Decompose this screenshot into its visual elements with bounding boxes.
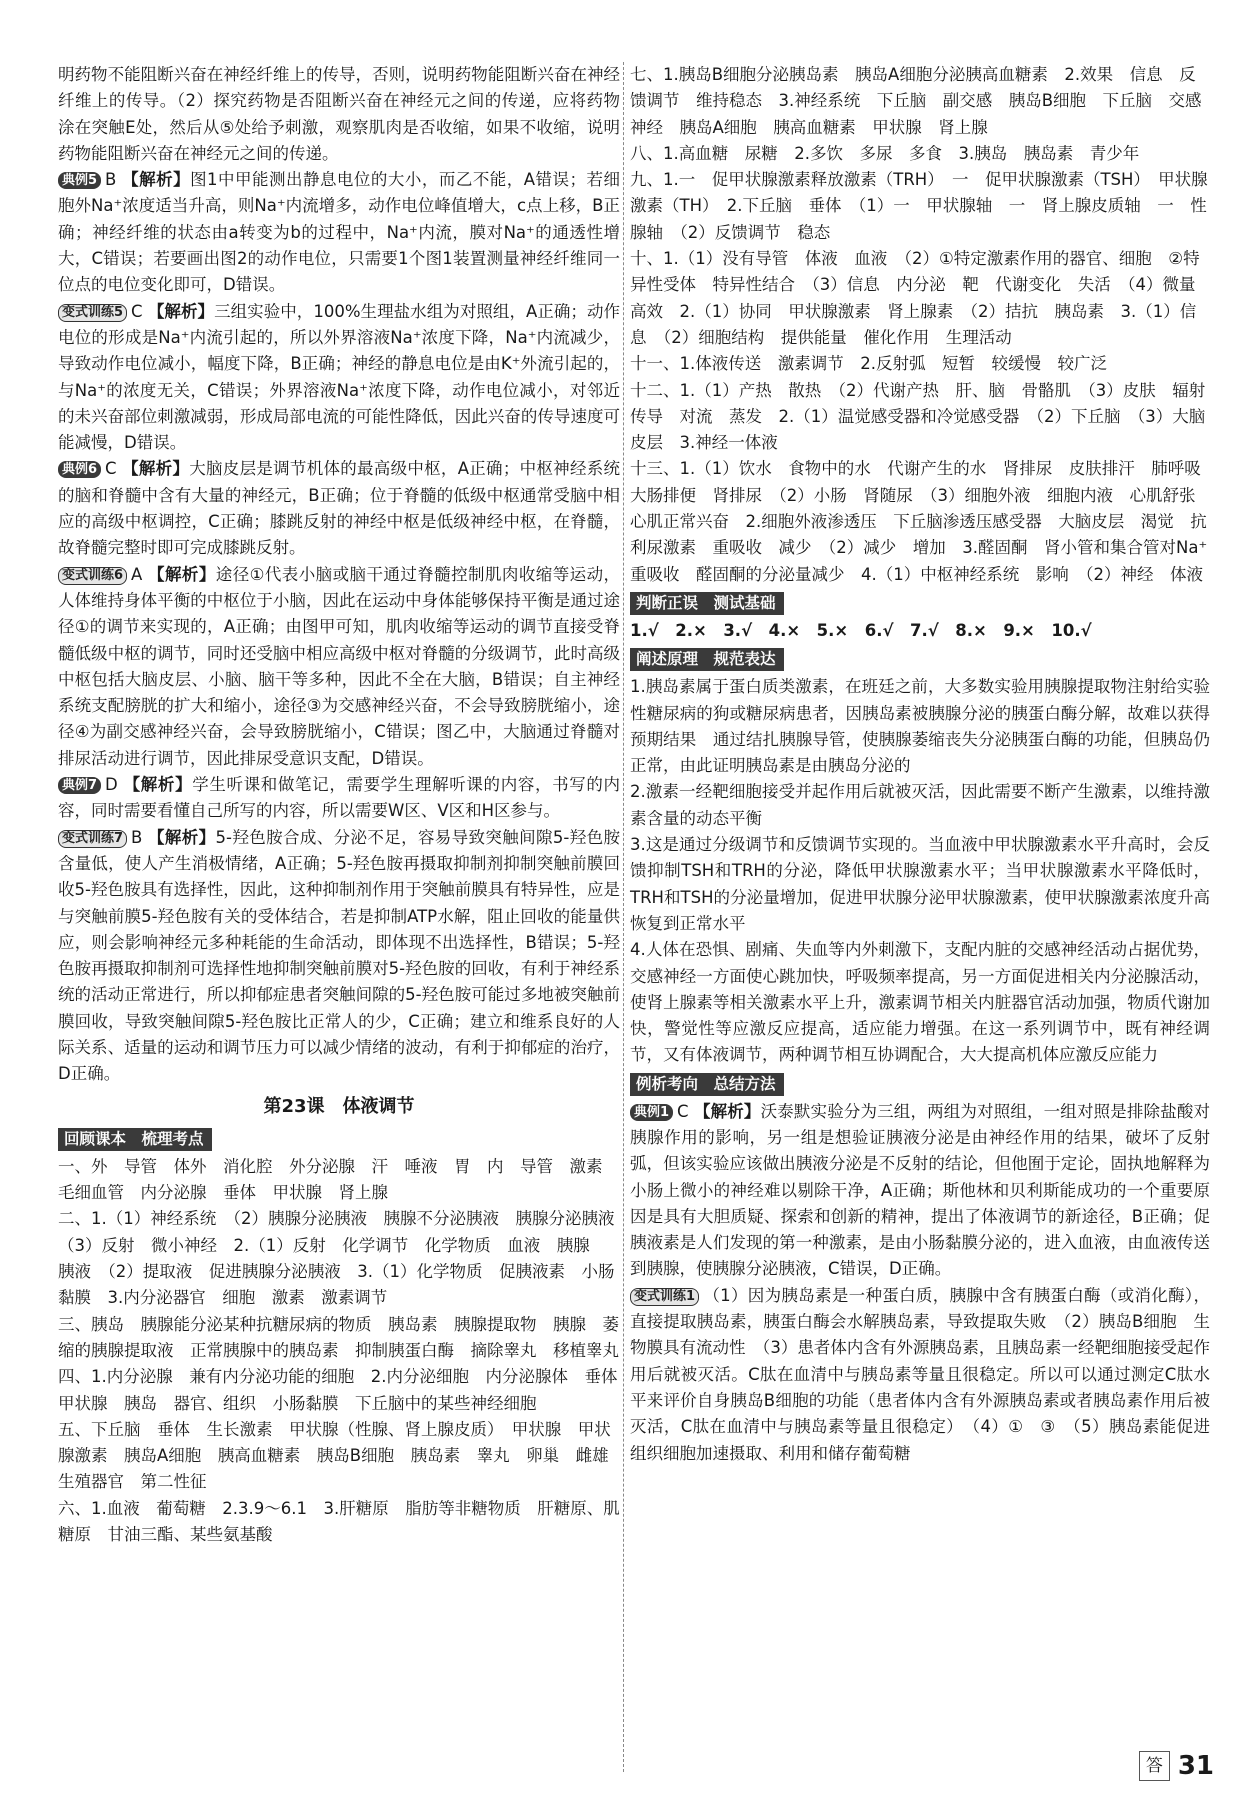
section-header: 判断正误 测试基础 [630, 592, 784, 615]
explain-item: 2.激素一经靶细胞接受并起作用后就被灭活，因此需要不断产生激素，以维持激素含量的动态平衡 [630, 782, 1210, 828]
section-header: 回顾课本 梳理考点 [58, 1128, 212, 1151]
section-header: 阐述原理 规范表达 [630, 648, 784, 671]
answer-label: 答 [1139, 1751, 1170, 1781]
variant-7: 变式训练7 B 【解析】5-羟色胺合成、分泌不足，容易导致突触间隙5-羟色胺含量低，使人产生消极情绪，A正确；5-羟色胺再摄取抑制剂抑制突触前膜回收5-羟色胺具有选择性，因此，这种抑制剂作用于突触前膜具有特异性，应是与突触前膜5-羟色胺有关的受体结合，若是抑制ATP水解，阻止回收的能量供应，则会影响神经元多种耗能的生命活动，即体现不出选择性，B错误；5-羟色胺再摄取抑制剂可选择性地抑制突触前膜对5-羟色胺的回收，有利于神经系统的活动正常进行，所以抑郁症患者突触间隙的5-羟色胺可能过多地被突触前膜回收，导致突触间隙5-羟色胺比正常人的少，C正确；建立和维系良好的人际关系、适量的运动和调节压力可以减少情绪的波动，有利于抑郁症的治疗，D正确。 [58, 827, 621, 1084]
review-item: 九、1.一 促甲状腺激素释放激素（TRH） 一 促甲状腺激素（TSH） 甲状腺激素（TH） 2.下丘脑 垂体 （1）一 甲状腺轴 一 肾上腺皮质轴 一 性腺轴 （2）反馈调节 稳态 [630, 170, 1208, 242]
variant-badge: 变式训练5 [58, 304, 127, 322]
review-item: 十二、1.（1）产热 散热 （2）代谢产热 肝、脑 骨骼肌 （3）皮肤 辐射 传导 对流 蒸发 2.（1）温觉感受器和冷觉感受器 （2）下丘脑 （3）大脑皮层 3.神经一体液 [630, 380, 1222, 453]
page-number: 31 [1177, 1751, 1214, 1781]
example-badge: 典例1 [630, 1104, 673, 1121]
variant-badge: 变式训练7 [58, 830, 127, 848]
explain-item: 4.人体在恐惧、剧痛、失血等内外刺激下，支配内脏的交感神经活动占据优势，交感神经一方面使心跳加快，呼吸频率提高，另一方面促进相关内分泌腺活动，使肾上腺素等相关激素水平上升，激素调节相关内脏器官活动加强，物质代谢加快，警觉性等应激反应提高，适应能力增强。在这一系列调节中，既有神经调节，又有体液调节，两种调节相互协调配合，大大提高机体应激反应能力 [630, 940, 1210, 1065]
review-item: 三、胰岛 胰腺能分泌某种抗糖尿病的物质 胰岛素 胰腺提取物 胰腺 萎缩的胰腺提取液 正常胰腺中的胰岛素 抑制胰蛋白酶 摘除睾丸 移植睾丸 [58, 1314, 619, 1360]
left-column [58, 62, 634, 1548]
review-item: 一、外 导管 体外 消化腔 外分泌腺 汗 唾液 胃 内 导管 激素 毛细血管 内分泌腺 垂体 甲状腺 肾上腺 [58, 1156, 619, 1203]
example-5: 典例5 B 【解析】图1中甲能测出静息电位的大小，而乙不能，A错误；若细胞外Na⁺浓度适当升高，则Na⁺内流增多，动作电位峰值增大，c点上移，B正确；神经纤维的状态由a转变为b的过程中，Na⁺内流，膜对Na⁺的通透性增大，C错误；若要画出图2的动作电位，只需要1个图1装置测量神经纤维同一位点的电位变化即可，D错误。 [58, 170, 620, 295]
answer-paragraph: 明药物不能阻断兴奋在神经纤维上的传导，否则，说明药物能阻断兴奋在神经纤维上的传导。（2）探究药物是否阻断兴奋在神经元之间的传递，应将药物涂在突触E处，然后从⑤处给予刺激，观察肌肉是否收缩，如果不收缩，说明药物能阻断兴奋在神经元之间的传递。 [58, 65, 620, 163]
explanation: 大脑皮层是调节机体的最高级中枢，A正确；中枢神经系统的脑和脊髓中含有大量的神经元，B正确；位于脊髓的低级中枢通常受脑中相应的高级中枢调控，C正确；膝跳反射的神经中枢是低级神经中枢，在脊髓，故脊髓完整时即可完成膝跳反射。 [58, 459, 621, 558]
explain-item: 3.这是通过分级调节和反馈调节实现的。当血液中甲状腺激素水平升高时，会反馈抑制TSH和TRH的分泌，降低甲状腺激素水平；当甲状腺激素水平降低时，TRH和TSH的分泌量增加，促进甲状腺分泌甲状腺激素，使甲状腺激素浓度升高恢复到正常水平 [630, 835, 1210, 933]
answer-letter: C [105, 459, 117, 479]
section-header: 例析考向 总结方法 [630, 1073, 784, 1096]
example-badge: 典例6 [58, 461, 101, 478]
variant-6: 变式训练6 A 【解析】途径①代表小脑或脑干通过脊髓控制肌肉收缩等运动，人体维持身体平衡的中枢位于小脑，因此在运动中身体能够保持平衡是通过途径①的调节来实现的，A正确；由图甲可知，肌肉收缩等运动的调节直接受脊髓低级中枢的调节，同时还受脑中相应高级中枢对脊髓的分级调节，此时高级中枢包括大脑皮层、小脑、脑干等多种，因此不全在大脑，B错误；自主神经系统支配膀胱的扩大和缩小，途径③为交感神经兴奋，不会导致膀胱缩小，途径④为副交感神经兴奋，会导致膀胱缩小，C错误；图乙中，大脑通过脊髓对排尿活动进行调节，因此排尿受意识支配，D错误。 [58, 564, 621, 768]
review-item: 四、1.内分泌腺 兼有内分泌功能的细胞 2.内分泌细胞 内分泌腺体 垂体 甲状腺 胰岛 器官、组织 小肠黏膜 下丘脑中的某些神经细胞 [58, 1367, 634, 1413]
review-item: 七、1.胰岛B细胞分泌胰岛素 胰岛A细胞分泌胰高血糖素 2.效果 信息 反馈调节 维持稳态 3.神经系统 下丘脑 副交感 胰岛B细胞 下丘脑 交感神经 胰岛A细胞 胰高血糖素 甲状腺 肾上腺 [630, 65, 1202, 137]
answer-letter: B [131, 827, 143, 847]
explanation: 5-羟色胺合成、分泌不足，容易导致突触间隙5-羟色胺含量低，使人产生消极情绪，A正确；5-羟色胺再摄取抑制剂抑制突触前膜回收5-羟色胺具有选择性，因此，这种抑制剂作用于突触前膜具有特异性，应是与突触前膜5-羟色胺有关的受体结合，若是抑制ATP水解，阻止回收的能量供应，则会影响神经元多种耗能的生命活动，即体现不出选择性，B错误；5-羟色胺再摄取抑制剂可选择性地抑制突触前膜对5-羟色胺的回收，有利于神经系统的活动正常进行，所以抑郁症患者突触间隙的5-羟色胺可能过多地被突触前膜回收，导致突触间隙5-羟色胺比正常人的少，C正确；建立和维系良好的人际关系、适量的运动和调节压力可以减少情绪的波动，有利于抑郁症的治疗，D正确。 [58, 827, 621, 1084]
explanation: 学生听课和做笔记，需要学生理解听课的内容，书写的内容，同时需要看懂自己所写的内容，所以需要W区、V区和H区参与。 [58, 775, 621, 821]
explanation: 沃泰默实验分为三组，两组为对照组，一组对照是排除盐酸对胰腺作用的影响，另一组是想验证胰液分泌是由神经作用的结果，破坏了反射弧，但该实验应该做出胰液分泌是不反射的结论，但他囿于定论，固执地解释为小肠上微小的神经难以剔除干净，A正确；斯他林和贝利斯能成功的一个重要原因是具有大胆质疑、探索和创新的精神，提出了体液调节的新途径，B正确；促胰液素是人们发现的第一种激素，是由小肠黏膜分泌的，进入血液，由血液传送到胰腺，使胰腺分泌胰液，C错误，D正确。 [630, 1101, 1211, 1279]
answer-letter: D [105, 775, 118, 795]
review-item: 六、1.血液 葡萄糖 2.3.9～6.1 3.肝糖原 脂肪等非糖物质 肝糖原、肌糖原 甘油三酯、某些氨基酸 [58, 1498, 620, 1545]
review-item: 十三、1.（1）饮水 食物中的水 代谢产生的水 肾排尿 皮肤排汗 肺呼吸 大肠排便 肾排尿 （2）小肠 肾随尿 （3）细胞外液 细胞内液 心肌舒张 心肌正常兴奋 2.细胞外液渗透压 下丘脑渗透压感受器 大脑皮层 渴觉 抗利尿激素 重吸收 减少 （2）减少 增加 3.醛固酮 肾小管和集合管对Na⁺重吸收 醛固酮的分泌量减少 4.（1）中枢神经系统 影响 （2）神经 体液 [630, 459, 1218, 584]
variant-badge: 变式训练1 [630, 1288, 699, 1306]
review-item: 十、1.（1）没有导管 体液 血液 （2）①特定激素作用的器官、细胞 ②特异性受体 特异性结合 （3）信息 内分泌 靶 代谢变化 失活 （4）微量 高效 2.（1）协同 甲状腺激素 肾上腺素 （2）拮抗 胰岛素 3.（1）信息 （2）细胞结构 提供能量 催化作用 生理活动 [630, 249, 1212, 347]
variant-5: 变式训练5 C 【解析】三组实验中，100%生理盐水组为对照组，A正确；动作电位的形成是Na⁺内流引起的，所以外界溶液Na⁺浓度下降，Na⁺内流减少，导致动作电位减小，幅度下降，B正确；神经的静息电位是由K⁺外流引起的，与Na⁺的浓度无关，C错误；外界溶液Na⁺浓度下降，动作电位减小，对邻近的未兴奋部位刺激减弱，形成局部电流的可能性降低，因此兴奋的传导速度可能减慢，D错误。 [58, 301, 621, 453]
review-item: 五、下丘脑 垂体 生长激素 甲状腺（性腺、肾上腺皮质） 甲状腺 甲状腺激素 胰岛A细胞 胰高血糖素 胰岛B细胞 胰岛素 睾丸 卵巢 雌雄生殖器官 第二性征 [58, 1419, 611, 1492]
explanation: 三组实验中，100%生理盐水组为对照组，A正确；动作电位的形成是Na⁺内流引起的，所以外界溶液Na⁺浓度下降，Na⁺内流减少，导致动作电位减小，幅度下降，B正确；神经的静息电位是由K⁺外流引起的，与Na⁺的浓度无关，C错误；外界溶液Na⁺浓度下降，动作电位减小，对邻近的未兴奋部位刺激减弱，形成局部电流的可能性降低，因此兴奋的传导速度可能减慢，D错误。 [58, 301, 621, 453]
right-column [630, 62, 1222, 1467]
example-badge: 典例7 [58, 777, 101, 794]
explain-item: 1.胰岛素属于蛋白质类激素，在班廷之前，大多数实验用胰腺提取物注射给实验性糖尿病的狗或糖尿病患者，因胰岛素被胰腺分泌的胰蛋白酶分解，故难以获得预期结果 通过结扎胰腺导管，使胰腺萎缩丧失分泌胰蛋白酶的功能，但胰岛仍正常，由此证明胰岛素是由胰岛分泌的 [630, 677, 1210, 776]
lesson-title: 第23课 体液调节 [263, 1095, 415, 1117]
example-6: 典例6 C 【解析】大脑皮层是调节机体的最高级中枢，A正确；中枢神经系统的脑和脊髓中含有大量的神经元，B正确；位于脊髓的低级中枢通常受脑中相应的高级中枢调控，C正确；膝跳反射的神经中枢是低级神经中枢，在脊髓，故脊髓完整时即可完成膝跳反射。 [58, 459, 621, 558]
answer-letter: B [105, 170, 117, 190]
variant-1 [630, 1283, 1210, 1467]
judge-answers: 1.√ 2.× 3.√ 4.× 5.× 6.√ 7.√ 8.× 9.× 10.√ [630, 620, 1092, 640]
review-item: 八、1.高血糖 尿糖 2.多饮 多尿 多食 3.胰岛 胰岛素 青少年 [630, 143, 1140, 163]
answer-letter: C [677, 1101, 689, 1121]
column-divider [623, 62, 624, 1772]
explanation: （1）因为胰岛素是一种蛋白质，胰腺中含有胰蛋白酶（或消化酶），直接提取胰岛素，胰蛋白酶会水解胰岛素，导致提取失败 （2）胰岛B细胞 生物膜具有流动性 （3）患者体内含有外源胰岛素，且胰岛素一经靶细胞接受起作用后就被灭活。C肽在血清中与胰岛素等量且很稳定。所以可以通过测定C肽水平来评价自身胰岛B细胞的功能（患者体内含有外源胰岛素或者胰岛素作用后被灭活，C肽在血清中与胰岛素等量且很稳定） （4）① ③ （5）胰岛素能促进组织细胞加速摄取、利用和储存葡萄糖 [630, 1285, 1210, 1463]
explanation: 途径①代表小脑或脑干通过脊髓控制肌肉收缩等运动，人体维持身体平衡的中枢位于小脑，因此在运动中身体能够保持平衡是通过途径①的调节来实现的，A正确；由图甲可知，肌肉收缩等运动的调节直接受脊髓低级中枢的调节，同时还受脑中相应高级中枢对脊髓的分级调节，此时高级中枢包括大脑皮层、小脑、脑干等多种，因此不全在大脑，B错误；自主神经系统支配膀胱的扩大和缩小，途径③为交感神经兴奋，不会导致膀胱缩小，途径④为副交感神经兴奋，会导致膀胱缩小，C错误；图乙中，大脑通过脊髓对排尿活动进行调节，因此排尿受意识支配，D错误。 [58, 564, 621, 768]
review-item: 二、1.（1）神经系统 （2）胰腺分泌胰液 胰腺不分泌胰液 胰腺分泌胰液 （3）反射 微小神经 2.（1）反射 化学调节 化学物质 血液 胰腺 胰液 （2）提取液 促进胰腺分泌胰液 3.（1）化学物质 促胰液素 小肠黏膜 3.内分泌器官 细胞 激素 激素调节 [58, 1209, 631, 1308]
example-badge: 典例5 [58, 172, 101, 189]
answer-letter: A [131, 564, 143, 584]
example-1: 典例1 C 【解析】沃泰默实验分为三组，两组为对照组，一组对照是排除盐酸对胰腺作用的影响，另一组是想验证胰液分泌是由神经作用的结果，破坏了反射弧，但该实验应该做出胰液分泌是不反射的结论，但他囿于定论，固执地解释为小肠上微小的神经难以剔除干净，A正确；斯他林和贝利斯能成功的一个重要原因是具有大胆质疑、探索和创新的精神，提出了体液调节的新途径，B正确；促胰液素是人们发现的第一种激素，是由小肠黏膜分泌的，进入血液，由血液传送到胰腺，使胰腺分泌胰液，C错误，D正确。 [630, 1101, 1211, 1279]
explanation: 图1中甲能测出静息电位的大小，而乙不能，A错误；若细胞外Na⁺浓度适当升高，则Na⁺内流增多，动作电位峰值增大，c点上移，B正确；神经纤维的状态由a转变为b的过程中，Na⁺内流，膜对Na⁺的通透性增大，C错误；若要画出图2的动作电位，只需要1个图1装置测量神经纤维同一位点的电位变化即可，D错误。 [58, 170, 620, 295]
answer-letter: C [131, 301, 143, 321]
example-7: 典例7 D 【解析】学生听课和做笔记，需要学生理解听课的内容，书写的内容，同时需要看懂自己所写的内容，所以需要W区、V区和H区参与。 [58, 775, 621, 821]
variant-badge: 变式训练6 [58, 567, 127, 585]
review-item: 十一、1.体液传送 激素调节 2.反射弧 短暂 较缓慢 较广泛 [630, 354, 1107, 374]
page-footer [1139, 1751, 1214, 1781]
